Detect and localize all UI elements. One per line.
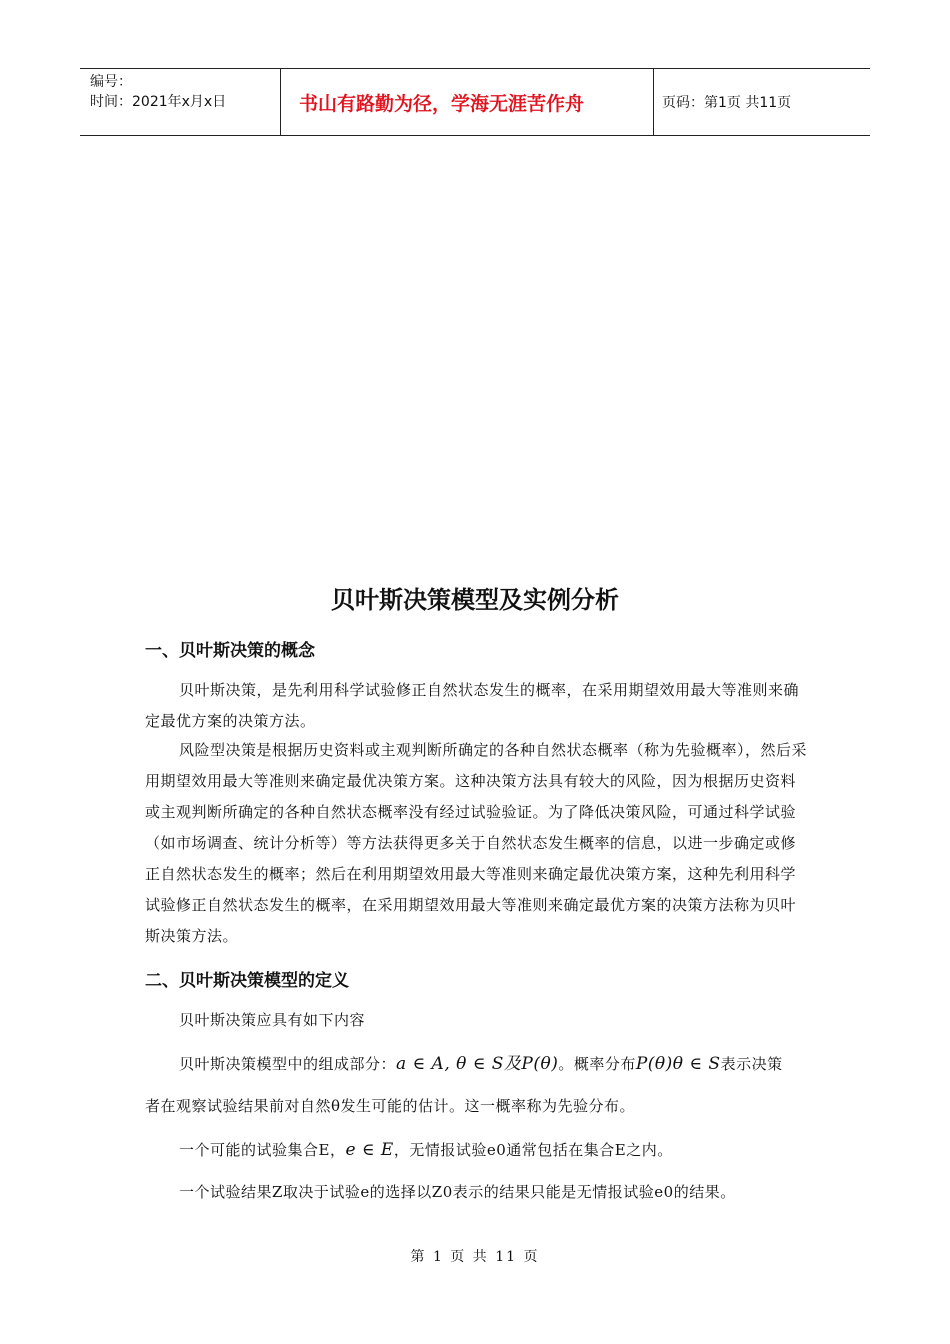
page-header: [80, 68, 870, 136]
section-1-paragraph-1: 贝叶斯决策，是先利用科学试验修正自然状态发生的概率，在采用期望效用最大等准则来确定最优方案的决策方法。: [145, 681, 800, 730]
experiment-formula: e ∈ E: [345, 1140, 394, 1160]
section-2-components: [145, 1049, 810, 1080]
prior-probability-formula: P(θ)θ ∈ S: [635, 1054, 721, 1074]
section-2-components-continued: 者在观察试验结果前对自然θ发生可能的估计。这一概率称为先验分布。: [145, 1097, 636, 1115]
components-prefix: 贝叶斯决策模型中的组成部分：: [179, 1055, 397, 1073]
section-heading-1: 一、贝叶斯决策的概念: [145, 641, 315, 661]
components-suffix: 表示决策: [720, 1055, 783, 1073]
section-2-intro: 贝叶斯决策应具有如下内容: [179, 1011, 366, 1029]
document-title: 贝叶斯决策模型及实例分析: [331, 586, 619, 614]
experiment-prefix: 一个可能的试验集合E，: [179, 1141, 346, 1159]
document-date: 时间：2021年x月x日: [90, 94, 227, 110]
section-2-experiment-set: [145, 1135, 810, 1166]
header-meta: [80, 69, 281, 135]
experiment-suffix: ，无情报试验e0通常包括在集合E之内。: [393, 1141, 673, 1159]
section-2-result-line: 一个试验结果Z取决于试验e的选择以Z0表示的结果只能是无情报试验e0的结果。: [179, 1183, 736, 1201]
header-motto: 书山有路勤为径，学海无涯苦作舟: [281, 69, 654, 135]
section-heading-2: 二、贝叶斯决策模型的定义: [145, 971, 349, 991]
section-1-paragraph-2: 风险型决策是根据历史资料或主观判断所确定的各种自然状态概率（称为先验概率），然后采用期望效用最大等准则来确定最优决策方案。这种决策方法具有较大的风险，因为根据历史资料或主观判断所确定的各种自然状态概率没有经过试验验证。为了降低决策风险，可通过科学试验（如市场调查、统计分析等）等方法获得更多关于自然状态发生概率的信息，以进一步确定或修正自然状态发生的概率；然后在利用期望效用最大等准则来确定最优决策方案，这种先利用科学试验修正自然状态发生的概率，在采用期望效用最大等准则来确定最优方案的决策方法称为贝叶斯决策方法。: [145, 741, 808, 945]
header-page-info: 页码：第1页 共11页: [662, 95, 792, 111]
components-formula: a ∈ A, θ ∈ S及P(θ): [396, 1054, 559, 1074]
components-mid: 。概率分布: [558, 1055, 636, 1073]
page-footer: 第 1 页 共 11 页: [410, 1249, 540, 1265]
document-number-label: 编号：: [90, 74, 132, 90]
